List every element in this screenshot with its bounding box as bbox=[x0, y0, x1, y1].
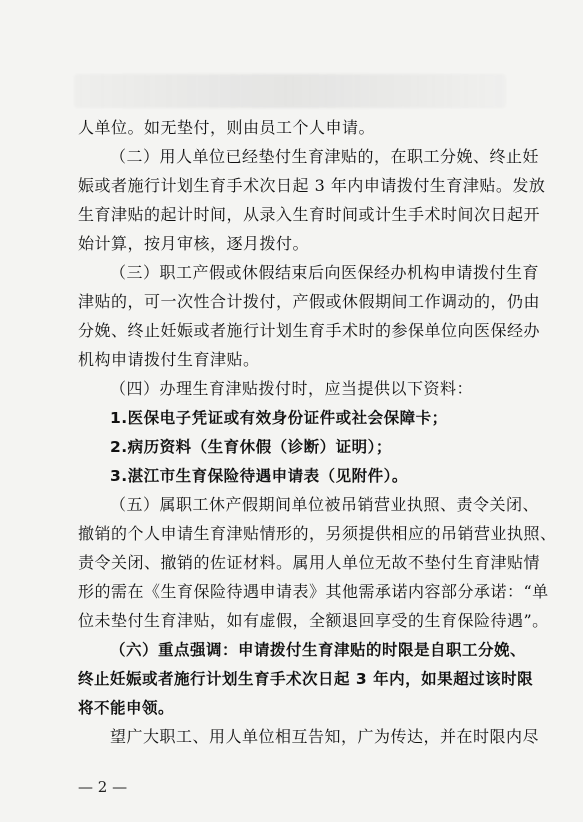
emphasis-line: 将不能申领。 bbox=[78, 699, 175, 717]
text-line: 责令关闭、撤销的佐证材料。属用人单位无故不垫付生育津贴情 bbox=[78, 553, 541, 572]
text-line: 望广大职工、用人单位相互告知，广为传达，并在时限内尽 bbox=[110, 727, 540, 746]
text-line: （四）办理生育津贴拨付时，应当提供以下资料： bbox=[110, 379, 474, 398]
text-line: 娠或者施行计划生育手术次日起 3 年内申请拨付生育津贴。发放 bbox=[78, 176, 546, 195]
required-item-1: 1.医保电子凭证或有效身份证件或社会保障卡； bbox=[110, 409, 448, 427]
text-line: 人单位。如无垫付，则由员工个人申请。 bbox=[78, 118, 376, 137]
text-line: 分娩、终止妊娠或者施行计划生育手术时的参保单位向医保经办 bbox=[78, 321, 541, 340]
text-line: 机构申请拨付生育津贴。 bbox=[78, 350, 260, 369]
emphasis-line: （六）重点强调：申请拨付生育津贴的时限是自职工分娩、 bbox=[110, 641, 527, 659]
text-line: 津贴的，可一次性合计拨付，产假或休假期间工作调动的，仍由 bbox=[78, 292, 541, 311]
text-line: （五）属职工休产假期间单位被吊销营业执照、责令关闭、 bbox=[110, 495, 540, 514]
required-item-2: 2.病历资料（生育休假（诊断）证明）； bbox=[110, 438, 392, 456]
text-line: （三）职工产假或休假结束后向医保经办机构申请拨付生育 bbox=[110, 263, 540, 282]
bleed-through-header bbox=[74, 74, 506, 108]
text-line: 形的需在《生育保险待遇申请表》其他需承诺内容部分承诺：“单 bbox=[78, 582, 549, 601]
text-line: （二）用人单位已经垫付生育津贴的，在职工分娩、终止妊 bbox=[110, 147, 540, 166]
required-item-3: 3.湛江市生育保险待遇申请表（见附件）。 bbox=[110, 467, 408, 485]
page-number: — 2 — bbox=[78, 778, 128, 796]
text-line: 始计算，按月审核，逐月拨付。 bbox=[78, 234, 310, 253]
text-line: 位未垫付生育津贴，如有虚假，全额退回享受的生育保险待遇”。 bbox=[78, 611, 549, 630]
text-line: 撤销的个人申请生育津贴情形的，另须提供相应的吊销营业执照、 bbox=[78, 524, 557, 543]
text-line: 生育津贴的起计时间，从录入生育时间或计生手术时间次日起开 bbox=[78, 205, 541, 224]
emphasis-line: 终止妊娠或者施行计划生育手术次日起 3 年内，如果超过该时限 bbox=[78, 670, 534, 688]
